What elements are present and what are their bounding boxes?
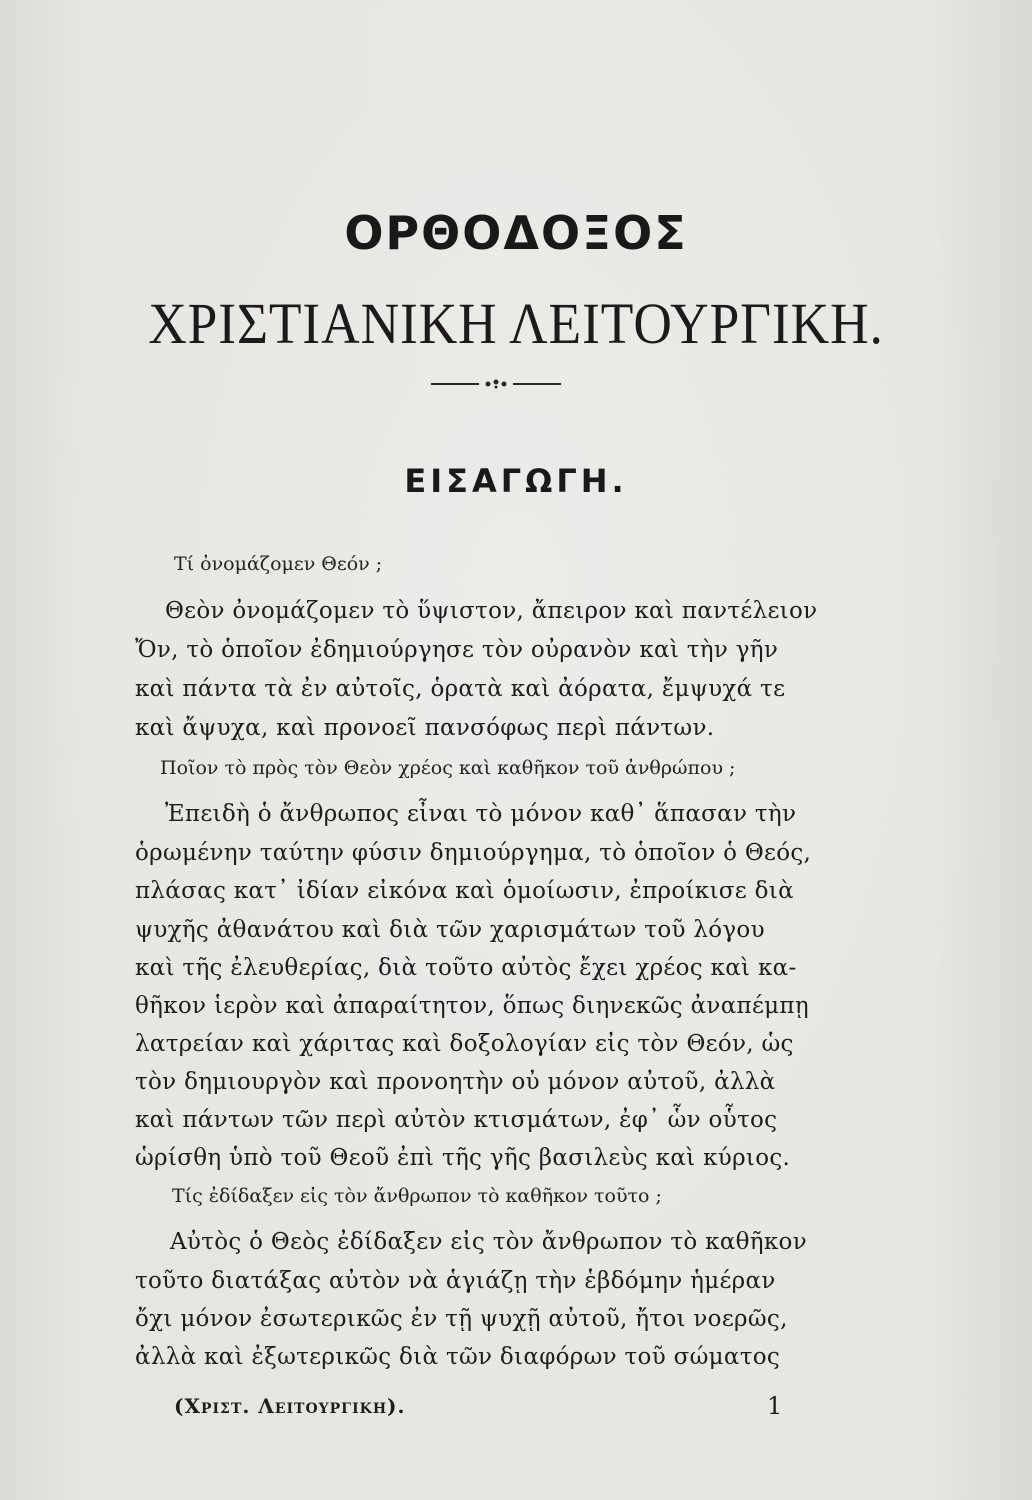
running-title bbox=[174, 1394, 405, 1418]
page-number: 1 bbox=[767, 1392, 783, 1420]
book-title: ΟΡΘΟΔΟΞΟΣ bbox=[344, 206, 688, 260]
answer-line: λατρείαν καὶ χάριτας καὶ δοξολογίαν εἰς τὸν Θεόν, ὡς bbox=[135, 1031, 794, 1057]
answer-line: τὸν δημιουργὸν καὶ προνοητὴν οὐ μόνον αὐτοῦ, ἀλλὰ bbox=[135, 1069, 776, 1095]
answer-line: τοῦτο διατάξας αὐτὸν νὰ ἁγιάζῃ τὴν ἑβδόμην ἡμέραν bbox=[135, 1268, 776, 1294]
answer-line: καὶ τῆς ἐλευθερίας, διὰ τοῦτο αὐτὸς ἔχει χρέος καὶ κα- bbox=[135, 955, 797, 981]
answer-line: καὶ πάντων τῶν περὶ αὐτὸν κτισμάτων, ἐφ᾽ ὧν οὗτος bbox=[135, 1107, 778, 1133]
answer-line: καὶ ἄψυχα, καὶ προνοεῖ πανσόφως περὶ πάντων. bbox=[135, 715, 715, 741]
answer-line: ὄχι μόνον ἐσωτερικῶς ἐν τῇ ψυχῇ αὐτοῦ, ἤτοι νοερῶς, bbox=[135, 1306, 788, 1332]
answer-line: ὡρίσθη ὑπὸ τοῦ Θεοῦ ἐπὶ τῆς γῆς βασιλεὺς καὶ κύριος. bbox=[135, 1145, 791, 1171]
answer-line: Ἐπειδὴ ὁ ἄνθρωπος εἶναι τὸ μόνον καθ᾽ ἅπασαν τὴν bbox=[165, 801, 797, 827]
answer-line: Αὐτὸς ὁ Θεὸς ἐδίδαξεν εἰς τὸν ἄνθρωπον τὸ καθῆκον bbox=[170, 1229, 807, 1255]
answer-line: ὁρωμένην ταύτην φύσιν δημιούργημα, τὸ ὁποῖον ὁ Θεός, bbox=[135, 840, 812, 866]
question-text: Ποῖον τὸ πρὸς τὸν Θεὸν χρέος καὶ καθῆκον τοῦ ἀνθρώπου ; bbox=[160, 757, 736, 779]
answer-line: Ὄν, τὸ ὁποῖον ἐδημιούργησε τὸν οὐρανὸν καὶ τὴν γῆν bbox=[135, 637, 779, 663]
answer-line: καὶ πάντα τὰ ἐν αὐτοῖς, ὁρατὰ καὶ ἀόρατα, ἔμψυχά τε bbox=[135, 676, 786, 702]
answer-line: ἀλλὰ καὶ ἐξωτερικῶς διὰ τῶν διαφόρων τοῦ σώματος bbox=[135, 1344, 781, 1370]
answer-line: Θεὸν ὀνομάζομεν τὸ ὕψιστον, ἄπειρον καὶ παντέλειον bbox=[165, 598, 818, 624]
ornament-divider bbox=[431, 378, 561, 390]
introduction-heading: ΕΙΣΑΓΩΓΗ. bbox=[404, 462, 628, 500]
question-text: Τίς ἐδίδαξεν εἰς τὸν ἄνθρωπον τὸ καθῆκον τοῦτο ; bbox=[172, 1185, 662, 1207]
book-subtitle: ΧΡΙΣΤΙΑΝΙΚΗ ΛΕΙΤΟΥΡΓΙΚΗ. bbox=[148, 291, 884, 356]
answer-line: ψυχῆς ἀθανάτου καὶ διὰ τῶν χαρισμάτων τοῦ λόγου bbox=[135, 917, 765, 943]
running-title-text: (Χριστ. Λειτουργικη). bbox=[174, 1394, 406, 1418]
answer-line: πλάσας κατ᾽ ἰδίαν εἰκόνα καὶ ὁμοίωσιν, ἐπροίκισε διὰ bbox=[135, 878, 794, 904]
question-text: Τί ὀνομάζομεν Θεόν ; bbox=[174, 553, 383, 575]
answer-line: θῆκον ἱερὸν καὶ ἀπαραίτητον, ὅπως διηνεκῶς ἀναπέμπῃ bbox=[135, 993, 809, 1019]
